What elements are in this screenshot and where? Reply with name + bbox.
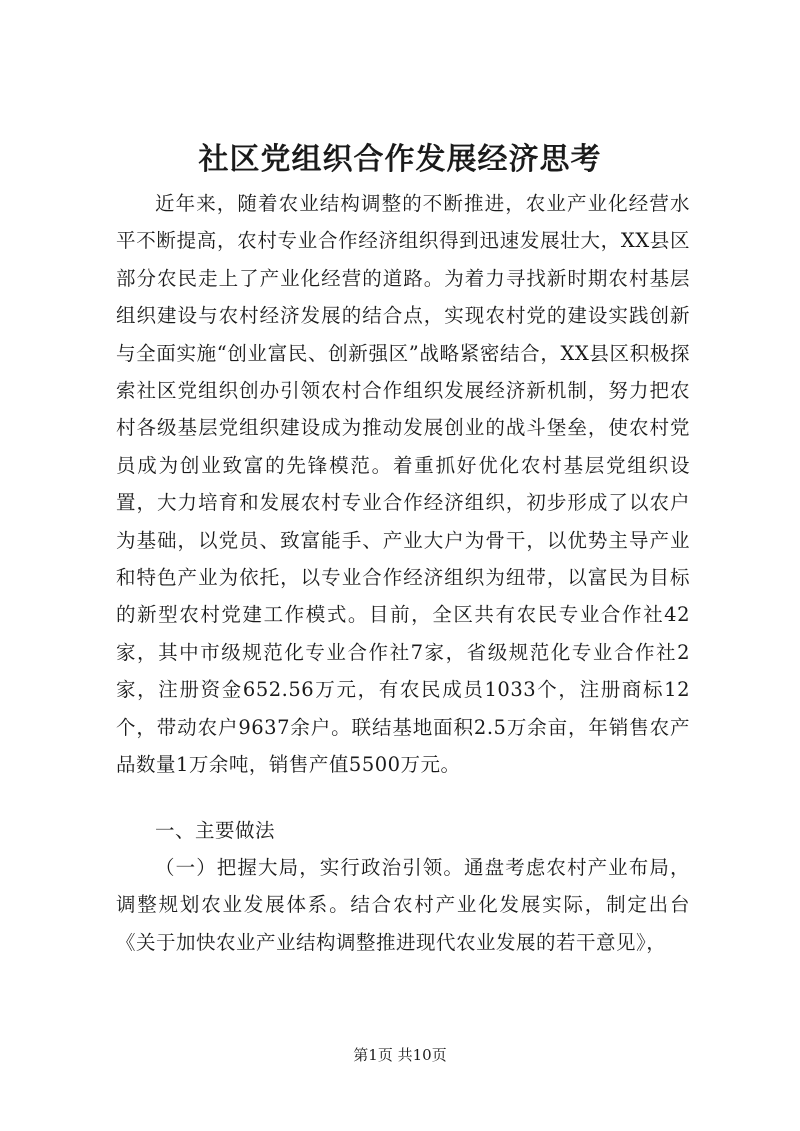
section-heading: 一、主要做法 xyxy=(155,819,276,842)
intro-paragraph: 近年来，随着农业结构调整的不断推进，农业产业化经营水平不断提高，农村专业合作经济组织得到迅速发展壮大，XX县区部分农民走上了产业化经营的道路。为着力寻找新时期农村基层组织建设与农村经济发展的结合点，实现农村党的建设实践创新与全面实施“创业富民、创新强区”战略紧密结合，XX县区积极探索社区党组织创办引领农村合作组织发展经济新机制，努力把农村各级基层党组织建设成为推动发展创业的战斗堡垒，使农村党员成为创业致富的先锋模范。着重抓好优化农村基层党组织设置，大力培育和发展农村专业合作经济组织，初步形成了以农户为基础，以党员、致富能手、产业大户为骨干，以优势主导产业和特色产业为依托，以专业合作经济组织为纽带，以富民为目标的新型农村党建工作模式。目前，全区共有农民专业合作社42家，其中市级规范化专业合作社7家，省级规范化专业合作社2家，注册资金652.56万元，有农民成员1033个，注册商标12个，带动农户9637余户。联结基地面积2.5万余亩，年销售农产品数量1万余吨，销售产值5500万元。 xyxy=(116,192,690,777)
document-title: 社区党组织合作发展经济思考 xyxy=(198,142,602,177)
page-number-footer: 第1页 共10页 xyxy=(353,1046,447,1064)
section-paragraph: （一）把握大局，实行政治引领。通盘考虑农村产业布局，调整规划农业发展体系。结合农村产业化发展实际，制定出台《关于加快农业产业结构调整推进现代农业发展的若干意见》， xyxy=(116,856,690,954)
